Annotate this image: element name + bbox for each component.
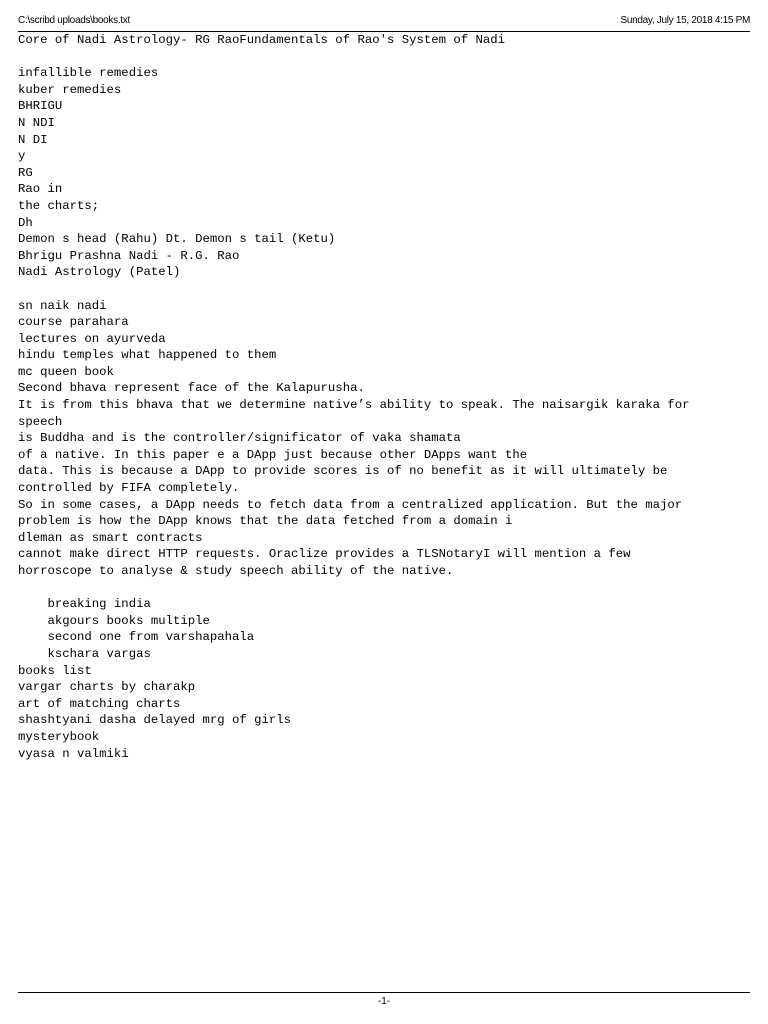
text-line: RG xyxy=(18,165,33,180)
text-line: Nadi Astrology (Patel) xyxy=(18,265,181,280)
text-line xyxy=(18,49,750,66)
text-line: N NDI xyxy=(18,115,55,130)
file-path: C:\scribd uploads\books.txt xyxy=(18,15,130,26)
text-line: BHRIGU xyxy=(18,99,63,114)
text-line: dleman as smart contracts xyxy=(18,530,203,545)
text-line: controlled by FIFA completely. xyxy=(18,481,240,496)
print-datetime: Sunday, July 15, 2018 4:15 PM xyxy=(620,15,750,26)
text-line: speech xyxy=(18,414,63,429)
text-line: Core of Nadi Astrology- RG RaoFundamentals of Rao's System of Nadi xyxy=(18,33,506,47)
text-line: books list xyxy=(18,663,92,678)
text-line: sn naik nadi xyxy=(18,298,107,313)
text-line: N DI xyxy=(18,132,48,147)
text-line: Second bhava represent face of the Kalapurusha. xyxy=(18,381,365,396)
text-line: course parahara xyxy=(18,315,129,330)
text-line: breaking india xyxy=(18,597,151,612)
page-number: -1- xyxy=(377,996,391,1007)
text-line: mc queen book xyxy=(18,364,114,379)
text-line: shashtyani dasha delayed mrg of girls xyxy=(18,713,292,728)
print-footer xyxy=(18,992,750,1007)
document-body xyxy=(18,32,750,762)
text-line: It is from this bhava that we determine native’s ability to speak. The naisargik karaka for xyxy=(18,398,690,413)
text-line: art of matching charts xyxy=(18,696,181,711)
text-line xyxy=(18,580,750,597)
text-line: the charts; xyxy=(18,198,100,213)
text-line: data. This is because a DApp to provide scores is of no benefit as it will ultimately be xyxy=(18,464,668,479)
text-line: vargar charts by charakp xyxy=(18,680,196,695)
text-line: infallible remedies xyxy=(18,66,159,81)
text-line: So in some cases, a DApp needs to fetch data from a centralized application. But the major xyxy=(18,497,683,512)
text-line: lectures on ayurveda xyxy=(18,331,166,346)
text-line: horroscope to analyse & study speech ability of the native. xyxy=(18,564,454,578)
text-line: cannot make direct HTTP requests. Oraclize provides a TLSNotaryI will mention a few xyxy=(18,547,631,562)
text-line: kuber remedies xyxy=(18,82,122,97)
print-header xyxy=(18,13,750,32)
text-line xyxy=(18,281,750,298)
text-line: y xyxy=(18,149,26,164)
text-line: Rao in xyxy=(18,182,63,197)
text-line: problem is how the DApp knows that the data fetched from a domain i xyxy=(18,514,513,529)
text-line: hindu temples what happened to them xyxy=(18,348,277,363)
text-line: of a native. In this paper e a DApp just because other DApps want the xyxy=(18,447,528,462)
text-line: mysterybook xyxy=(18,729,100,744)
text-line: Demon s head (Rahu) Dt. Demon s tail (Ketu) xyxy=(18,232,336,247)
text-line: kschara vargas xyxy=(18,646,151,661)
text-line: is Buddha and is the controller/significator of vaka shamata xyxy=(18,431,461,446)
text-line: Bhrigu Prashna Nadi - R.G. Rao xyxy=(18,248,240,263)
text-line: second one from varshapahala xyxy=(18,630,255,645)
text-line: akgours books multiple xyxy=(18,613,210,628)
text-line: Dh xyxy=(18,215,33,230)
text-line: vyasa n valmiki xyxy=(18,746,129,761)
